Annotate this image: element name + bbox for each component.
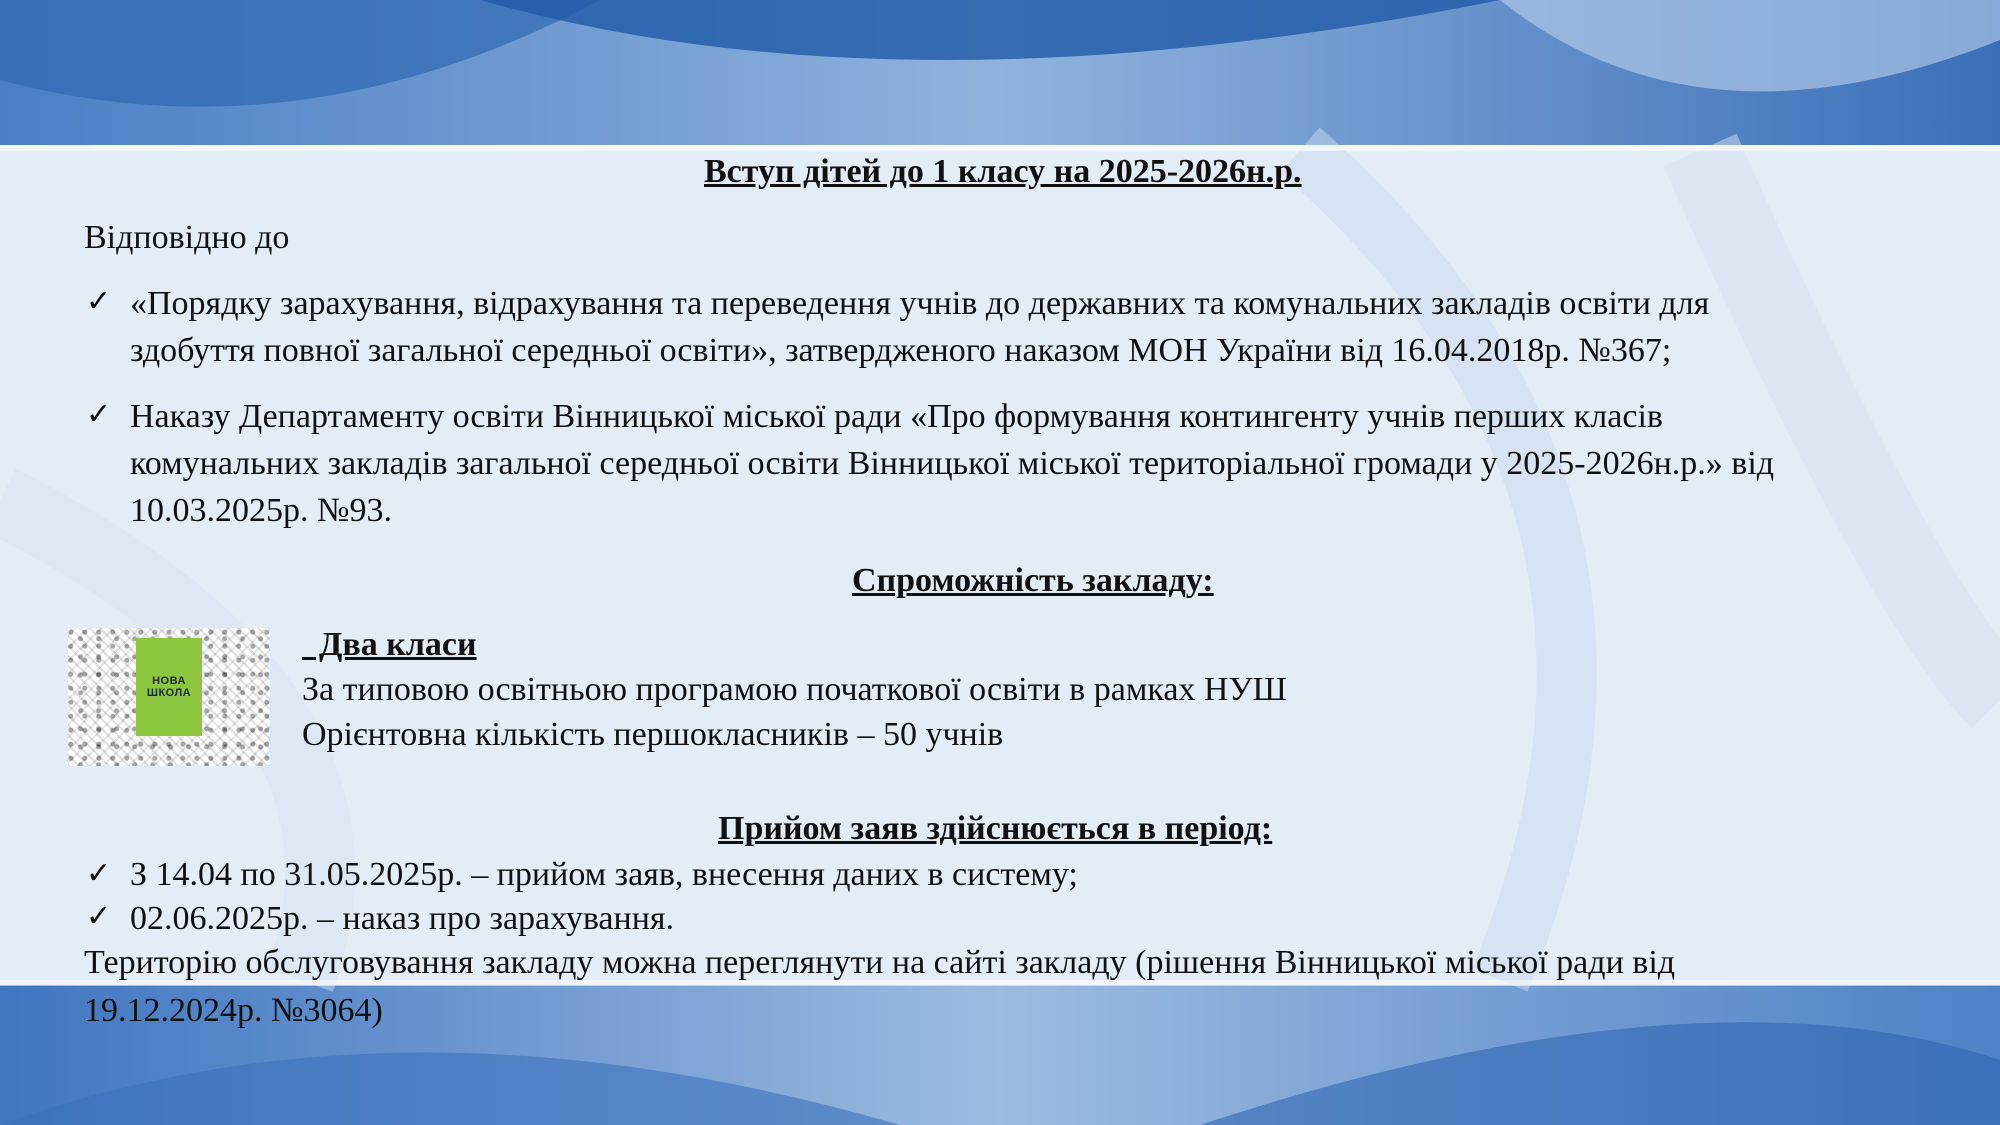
- slide-title: Вступ дітей до 1 класу на 2025-2026н.р.: [704, 153, 1302, 190]
- capacity-students: Орієнтовна кількість першокласників – 50 учнів: [302, 716, 1004, 753]
- territory-line-1: Територію обслуговування закладу можна переглянути на сайті закладу (рішення Вінницької міської ради від: [84, 944, 1676, 981]
- intro-text: Відповідно до: [84, 219, 290, 256]
- check-icon: ✓: [86, 900, 112, 933]
- document-1-line-1: «Порядку зарахування, відрахування та переведення учнів до державних та комунальних закладів освіти для: [130, 285, 1710, 322]
- nova-shkola-logo: [68, 628, 270, 766]
- document-2-line-2: комунальних закладів загальної середньої освіти Вінницької міської територіальної громади у 2025-2026н.р.» від: [130, 445, 1775, 482]
- territory-line-2: 19.12.2024р. №3064): [84, 992, 383, 1029]
- check-icon: ✓: [86, 857, 112, 890]
- capacity-program: За типовою освітньою програмою початкової освіти в рамках НУШ: [302, 671, 1287, 708]
- check-icon: ✓: [86, 285, 112, 318]
- capacity-classes: Два класи: [302, 626, 477, 663]
- check-icon: ✓: [86, 398, 112, 431]
- application-period-item: З 14.04 по 31.05.2025р. – прийом заяв, внесення даних в систему;: [130, 856, 1078, 893]
- document-2-line-1: Наказу Департаменту освіти Вінницької міської ради «Про формування контингенту учнів перших класів: [130, 398, 1663, 435]
- capacity-heading: Спроможність закладу:: [852, 562, 1214, 599]
- applications-heading: Прийом заяв здійснюється в період:: [718, 810, 1273, 847]
- logo-green-book: [136, 638, 202, 736]
- document-2-line-3: 10.03.2025р. №93.: [130, 492, 392, 529]
- logo-text-line-1: НОВА: [152, 675, 186, 687]
- logo-text-line-2: ШКОЛА: [146, 687, 192, 699]
- application-period-item: 02.06.2025р. – наказ про зарахування.: [130, 900, 675, 937]
- document-1-line-2: здобуття повної загальної середньої освіти», затвердженого наказом МОН України від 16.04.2018р. №367;: [130, 332, 1672, 369]
